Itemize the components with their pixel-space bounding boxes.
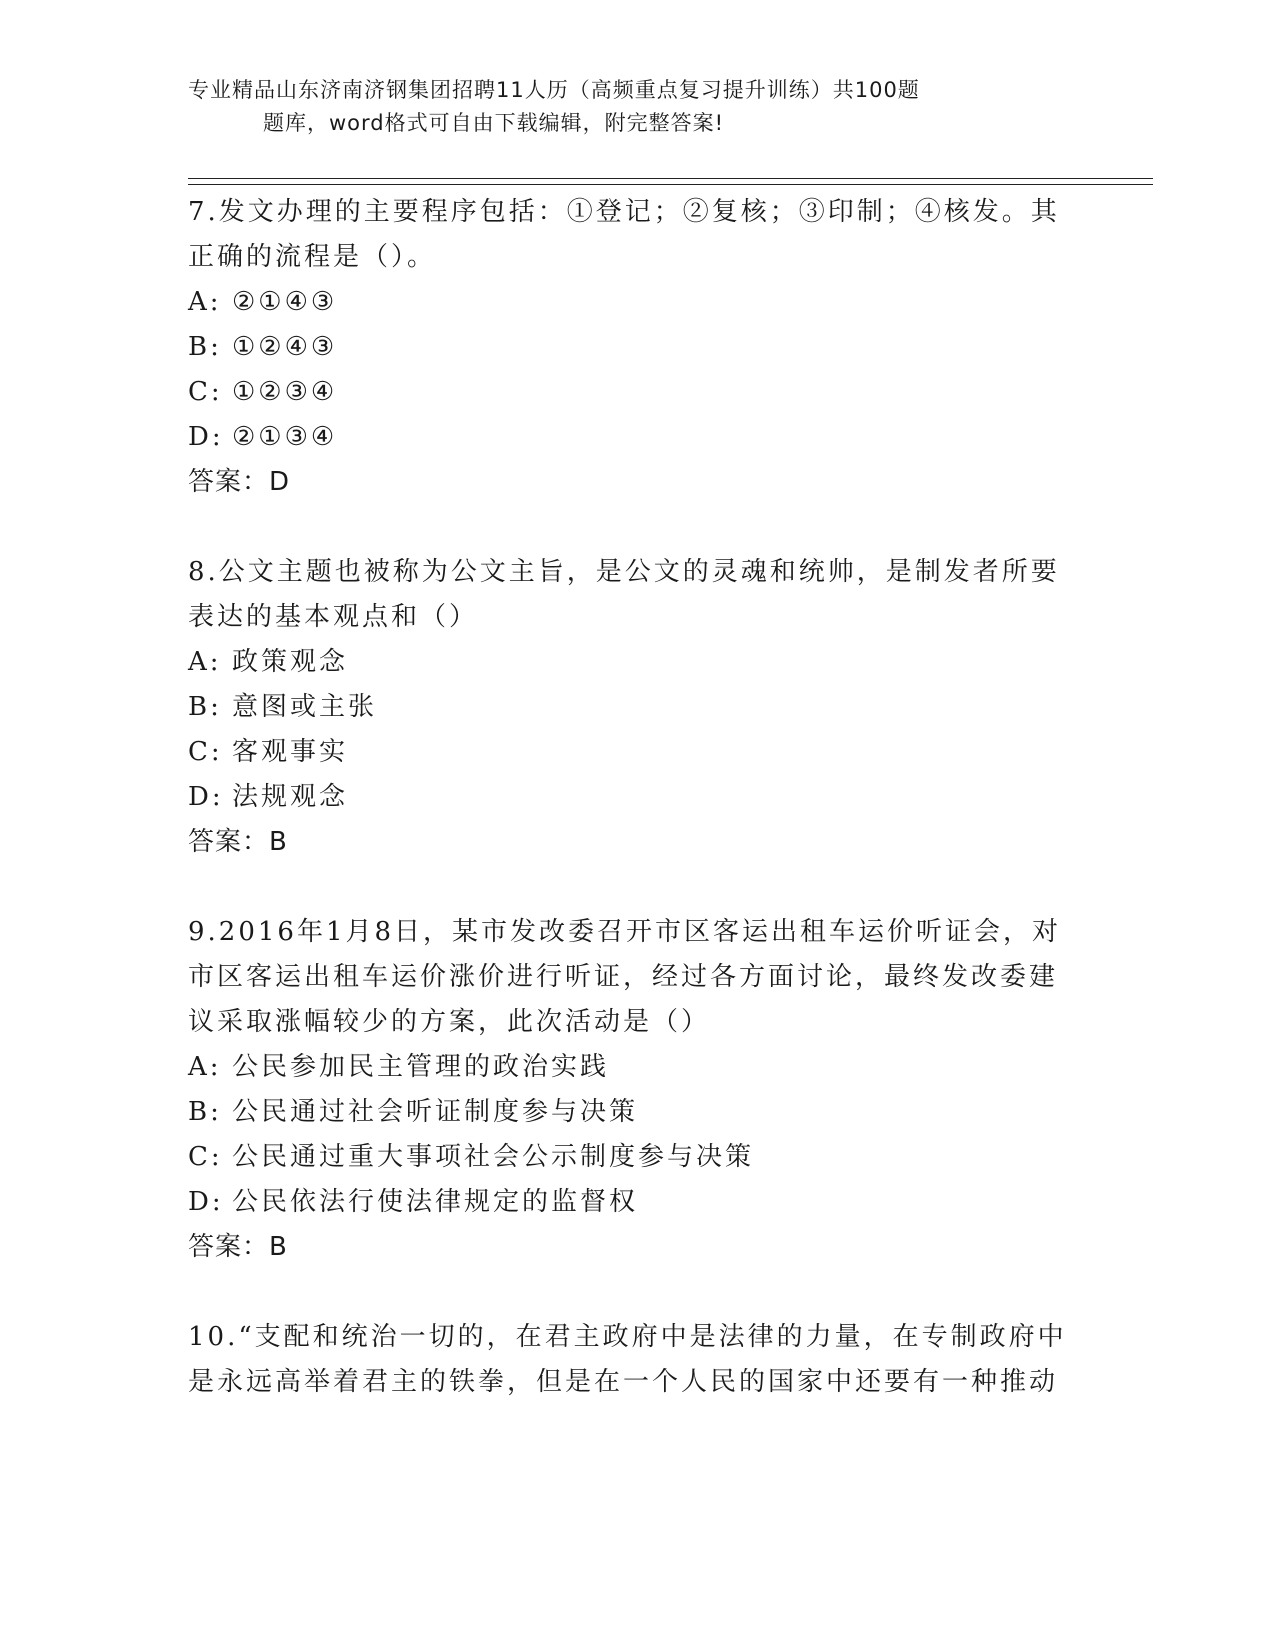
option-text: 公民通过社会听证制度参与决策 (232, 1097, 639, 1127)
option-key: D: (188, 422, 224, 452)
question-7 (188, 190, 1068, 505)
answer-line: 答案：B (188, 827, 288, 857)
question-stem (188, 190, 1068, 280)
stem-line: 8.公文主题也被称为公文主旨，是公文的灵魂和统帅，是制发者所要 (188, 557, 1060, 587)
stem-line: 7.发文办理的主要程序包括：①登记；②复核；③印制；④核发。其 (188, 197, 1060, 227)
option-text: ①②④③ (232, 332, 338, 362)
option-a (188, 1045, 1068, 1090)
answer-line: 答案：D (188, 467, 291, 497)
header-title-line-1: 专业精品山东济南济钢集团招聘11人历（高频重点复习提升训练）共100题 (188, 78, 920, 102)
option-text: ②①④③ (232, 287, 338, 317)
option-key: A: (188, 647, 222, 677)
option-key: B: (188, 1097, 222, 1127)
option-key: C: (188, 377, 223, 407)
header-divider-top (188, 178, 1153, 179)
option-key: D: (188, 782, 224, 812)
question-stem (188, 1315, 1068, 1405)
option-b (188, 685, 1068, 730)
option-text: 意图或主张 (232, 692, 378, 722)
stem-line: 议采取涨幅较少的方案，此次活动是（） (188, 1007, 711, 1037)
option-text: 政策观念 (232, 647, 349, 677)
option-c (188, 1135, 1068, 1180)
option-text: 法规观念 (232, 782, 349, 812)
stem-line: 是永远高举着君主的铁拳，但是在一个人民的国家中还要有一种推动 (188, 1367, 1059, 1397)
option-d (188, 775, 1068, 820)
option-b (188, 325, 1068, 370)
stem-line: 9.2016年1月8日，某市发改委召开市区客运出租车运价听证会，对 (188, 917, 1062, 947)
answer-line: 答案：B (188, 1232, 288, 1262)
question-stem (188, 910, 1068, 1045)
option-text: ①②③④ (232, 377, 338, 407)
option-b (188, 1090, 1068, 1135)
option-key: A: (188, 1052, 222, 1082)
option-a (188, 280, 1068, 325)
question-10 (188, 1315, 1068, 1405)
stem-line: 表达的基本观点和（） (188, 602, 479, 632)
option-key: D: (188, 1187, 224, 1217)
option-key: B: (188, 692, 222, 722)
question-stem (188, 550, 1068, 640)
option-a (188, 640, 1068, 685)
option-key: A: (188, 287, 222, 317)
option-text: 公民参加民主管理的政治实践 (232, 1052, 610, 1082)
option-text: 客观事实 (232, 737, 349, 767)
stem-line: 10.“支配和统治一切的，在君主政府中是法律的力量，在专制政府中 (188, 1322, 1067, 1352)
header-divider-bottom (188, 184, 1153, 185)
option-text: 公民依法行使法律规定的监督权 (232, 1187, 639, 1217)
option-text: ②①③④ (232, 422, 338, 452)
question-9 (188, 910, 1068, 1270)
option-d (188, 415, 1068, 460)
option-key: B: (188, 332, 222, 362)
stem-line: 正确的流程是（）。 (188, 242, 437, 272)
stem-line: 市区客运出租车运价涨价进行听证，经过各方面讨论，最终发改委建 (188, 962, 1059, 992)
question-8 (188, 550, 1068, 865)
header-title-line-2: 题库，word格式可自由下载编辑，附完整答案! (263, 111, 725, 135)
option-d (188, 1180, 1068, 1225)
option-c (188, 370, 1068, 415)
question-list (188, 190, 1068, 1450)
option-key: C: (188, 1142, 223, 1172)
option-c (188, 730, 1068, 775)
option-key: C: (188, 737, 223, 767)
document-header (188, 74, 1088, 140)
option-text: 公民通过重大事项社会公示制度参与决策 (232, 1142, 755, 1172)
